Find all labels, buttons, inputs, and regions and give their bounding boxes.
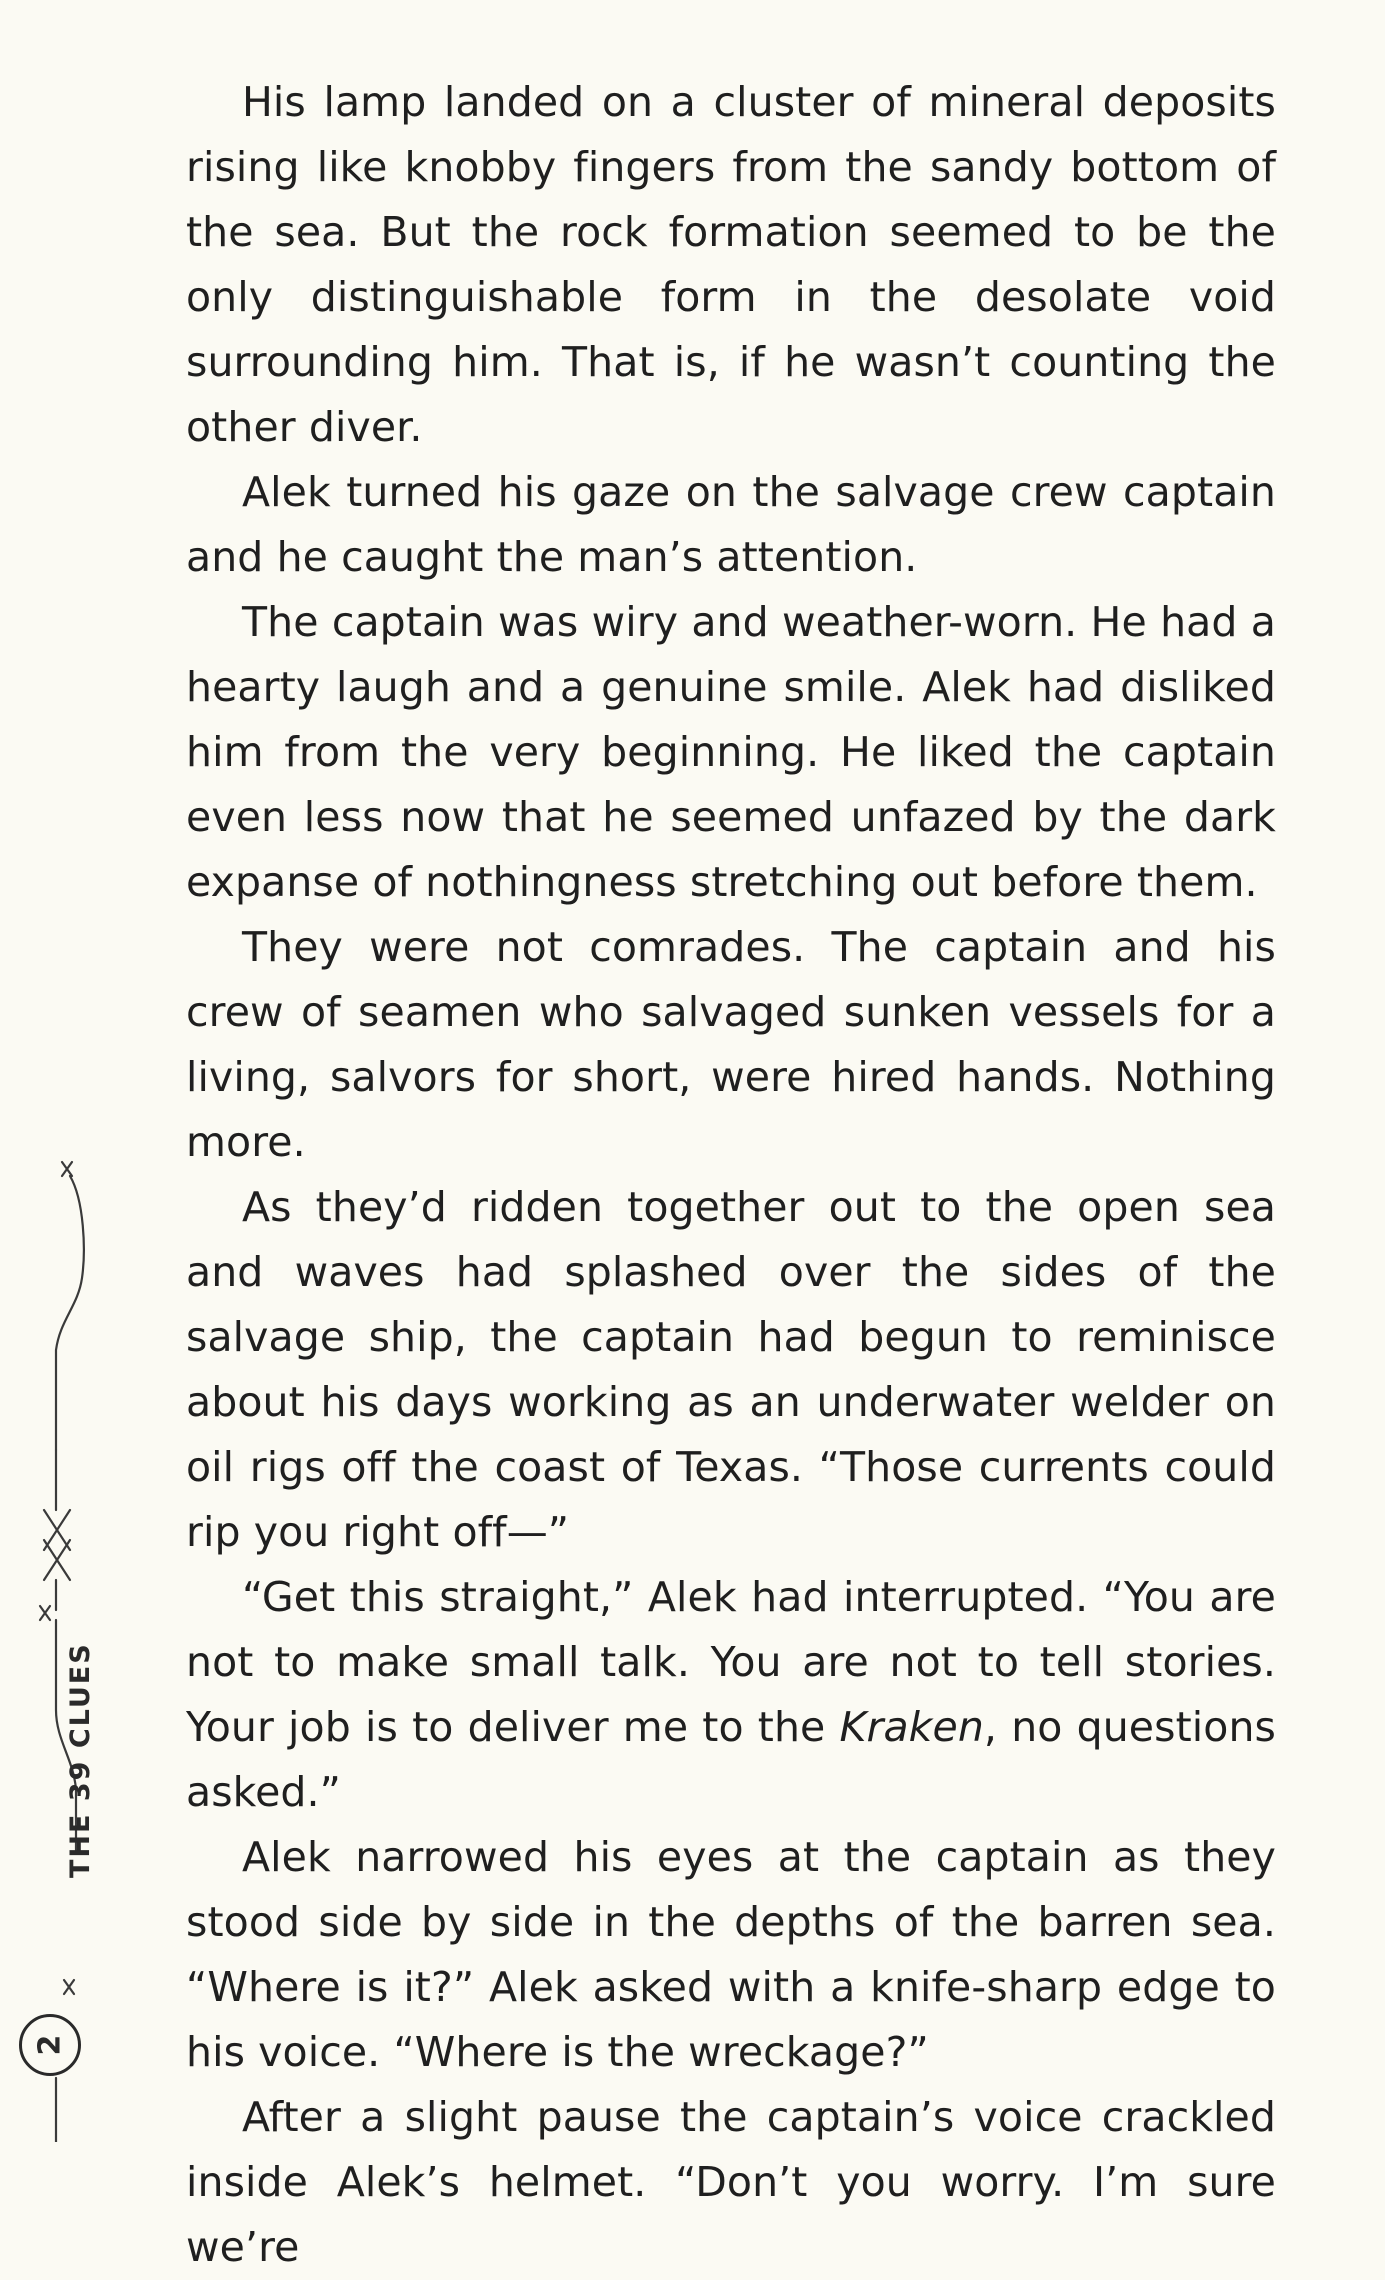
italic-ship-name: Kraken [839, 1703, 984, 1751]
paragraph: After a slight pause the captain’s voice crackled inside Alek’s helmet. “Don’t you worry. I’m sure we’re [186, 2093, 1276, 2271]
series-sidebar-ornament [0, 1130, 130, 2142]
page-number: 2 [32, 2034, 67, 2056]
body-text [186, 70, 1276, 2280]
paragraph: They were not comrades. The captain and his crew of seamen who salvaged sunken vessels for a living, salvors for short, were hired hands. Nothing more. [186, 923, 1276, 1166]
paragraph: Alek turned his gaze on the salvage crew captain and he caught the man’s attention. [186, 468, 1276, 581]
paragraph: Alek narrowed his eyes at the captain as they stood side by side in the depths of the barren sea. “Where is it?” Alek asked with a knife-sharp edge to his voice. “Where is the wreckage?” [186, 1833, 1276, 2076]
paragraph: As they’d ridden together out to the open sea and waves had splashed over the sides of the salvage ship, the captain had begun to reminisce about his days working as an underwater welder on oil rigs off the coast of Texas. “Those currents could rip you right off—” [186, 1183, 1276, 1556]
paragraph-text: “Get this straight,” Alek had interrupted. “You are not to make small talk. You are not to tell stories. Your job is to deliver me to the [186, 1573, 1276, 1751]
page-number-badge [19, 2014, 81, 2076]
sidebar-line-ornament-icon [0, 1130, 130, 2142]
series-title: THE 39 CLUES [65, 1642, 96, 1878]
paragraph [186, 1565, 1276, 1825]
paragraph: His lamp landed on a cluster of mineral deposits rising like knobby fingers from the sandy bottom of the sea. But the rock formation seemed to be the only distinguishable form in the desolate void surrounding him. That is, if he wasn’t counting the other diver. [186, 78, 1276, 451]
paragraph-text: , no questions asked.” [186, 1703, 1276, 1816]
paragraph: The captain was wiry and weather-worn. He had a hearty laugh and a genuine smile. Alek had disliked him from the very beginning. He liked the captain even less now that he seemed unfazed by the dark expanse of nothingness stretching out before them. [186, 598, 1276, 906]
